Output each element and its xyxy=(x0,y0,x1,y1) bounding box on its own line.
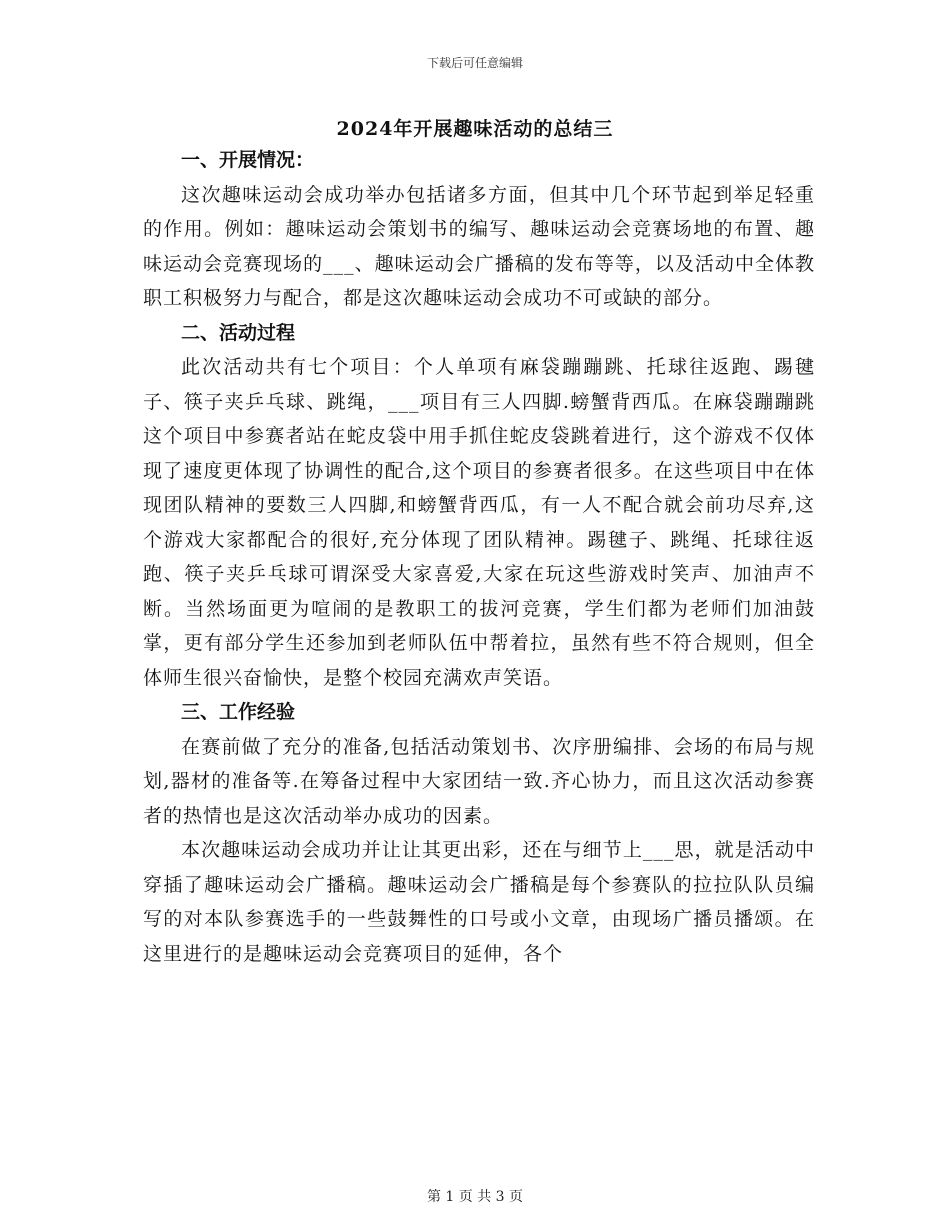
document-title: 2024年开展趣味活动的总结三 xyxy=(336,118,614,140)
section-heading: 三、工作经验 xyxy=(181,701,296,723)
page-footer: 第 1 页 共 3 页 xyxy=(426,1189,524,1205)
paragraph: 在赛前做了充分的准备,包括活动策划书、次序册编排、会场的布局与规划,器材的准备等.在筹备过程中大家团结一致.齐心协力，而且这次活动参赛者的热情也是这次活动举办成功的因素。 xyxy=(143,735,815,827)
paragraph: 此次活动共有七个项目：个人单项有麻袋蹦蹦跳、托球往返跑、踢毽子、筷子夹乒乓球、跳绳，___项目有三人四脚.螃蟹背西瓜。在麻袋蹦蹦跳这个项目中参赛者站在蛇皮袋中用手抓住蛇皮袋跳着进行，这个游戏不仅体现了速度更体现了协调性的配合,这个项目的参赛者很多。在这些项目中在体现团队精神的要数三人四脚,和螃蟹背西瓜，有一人不配合就会前功尽弃,这个游戏大家都配合的很好,充分体现了团队精神。踢毽子、跳绳、托球往返跑、筷子夹乒乓球可谓深受大家喜爱,大家在玩这些游戏时笑声、加油声不断。当然场面更为喧闹的是教职工的拔河竞赛，学生们都为老师们加油鼓掌，更有部分学生还参加到老师队伍中帮着拉，虽然有些不符合规则，但全体师生很兴奋愉快，是整个校园充满欢声笑语。 xyxy=(143,356,815,689)
section-kaizhan-qingkuang xyxy=(143,143,815,316)
section-heading: 二、活动过程 xyxy=(181,321,296,344)
document-body xyxy=(143,143,815,971)
section-gongzuo-jingyan xyxy=(143,695,815,971)
paragraph: 这次趣味运动会成功举办包括诸多方面，但其中几个环节起到举足轻重的作用。例如：趣味运动会策划书的编写、趣味运动会竞赛场地的布置、趣味运动会竞赛现场的___、趣味运动会广播稿的发布等等，以及活动中全体教职工积极努力与配合，都是这次趣味运动会成功不可或缺的部分。 xyxy=(143,183,815,309)
page-header: 下载后可任意编辑 xyxy=(426,56,523,70)
section-huodong-guocheng xyxy=(143,316,815,696)
section-heading: 一、开展情况： xyxy=(181,149,315,171)
paragraph: 本次趣味运动会成功并让让其更出彩，还在与细节上___思，就是活动中穿插了趣味运动会广播稿。趣味运动会广播稿是每个参赛队的拉拉队队员编写的对本队参赛选手的一些鼓舞性的口号或小文章，由现场广播员播颂。在这里进行的是趣味运动会竞赛项目的延伸，各个 xyxy=(143,839,815,965)
